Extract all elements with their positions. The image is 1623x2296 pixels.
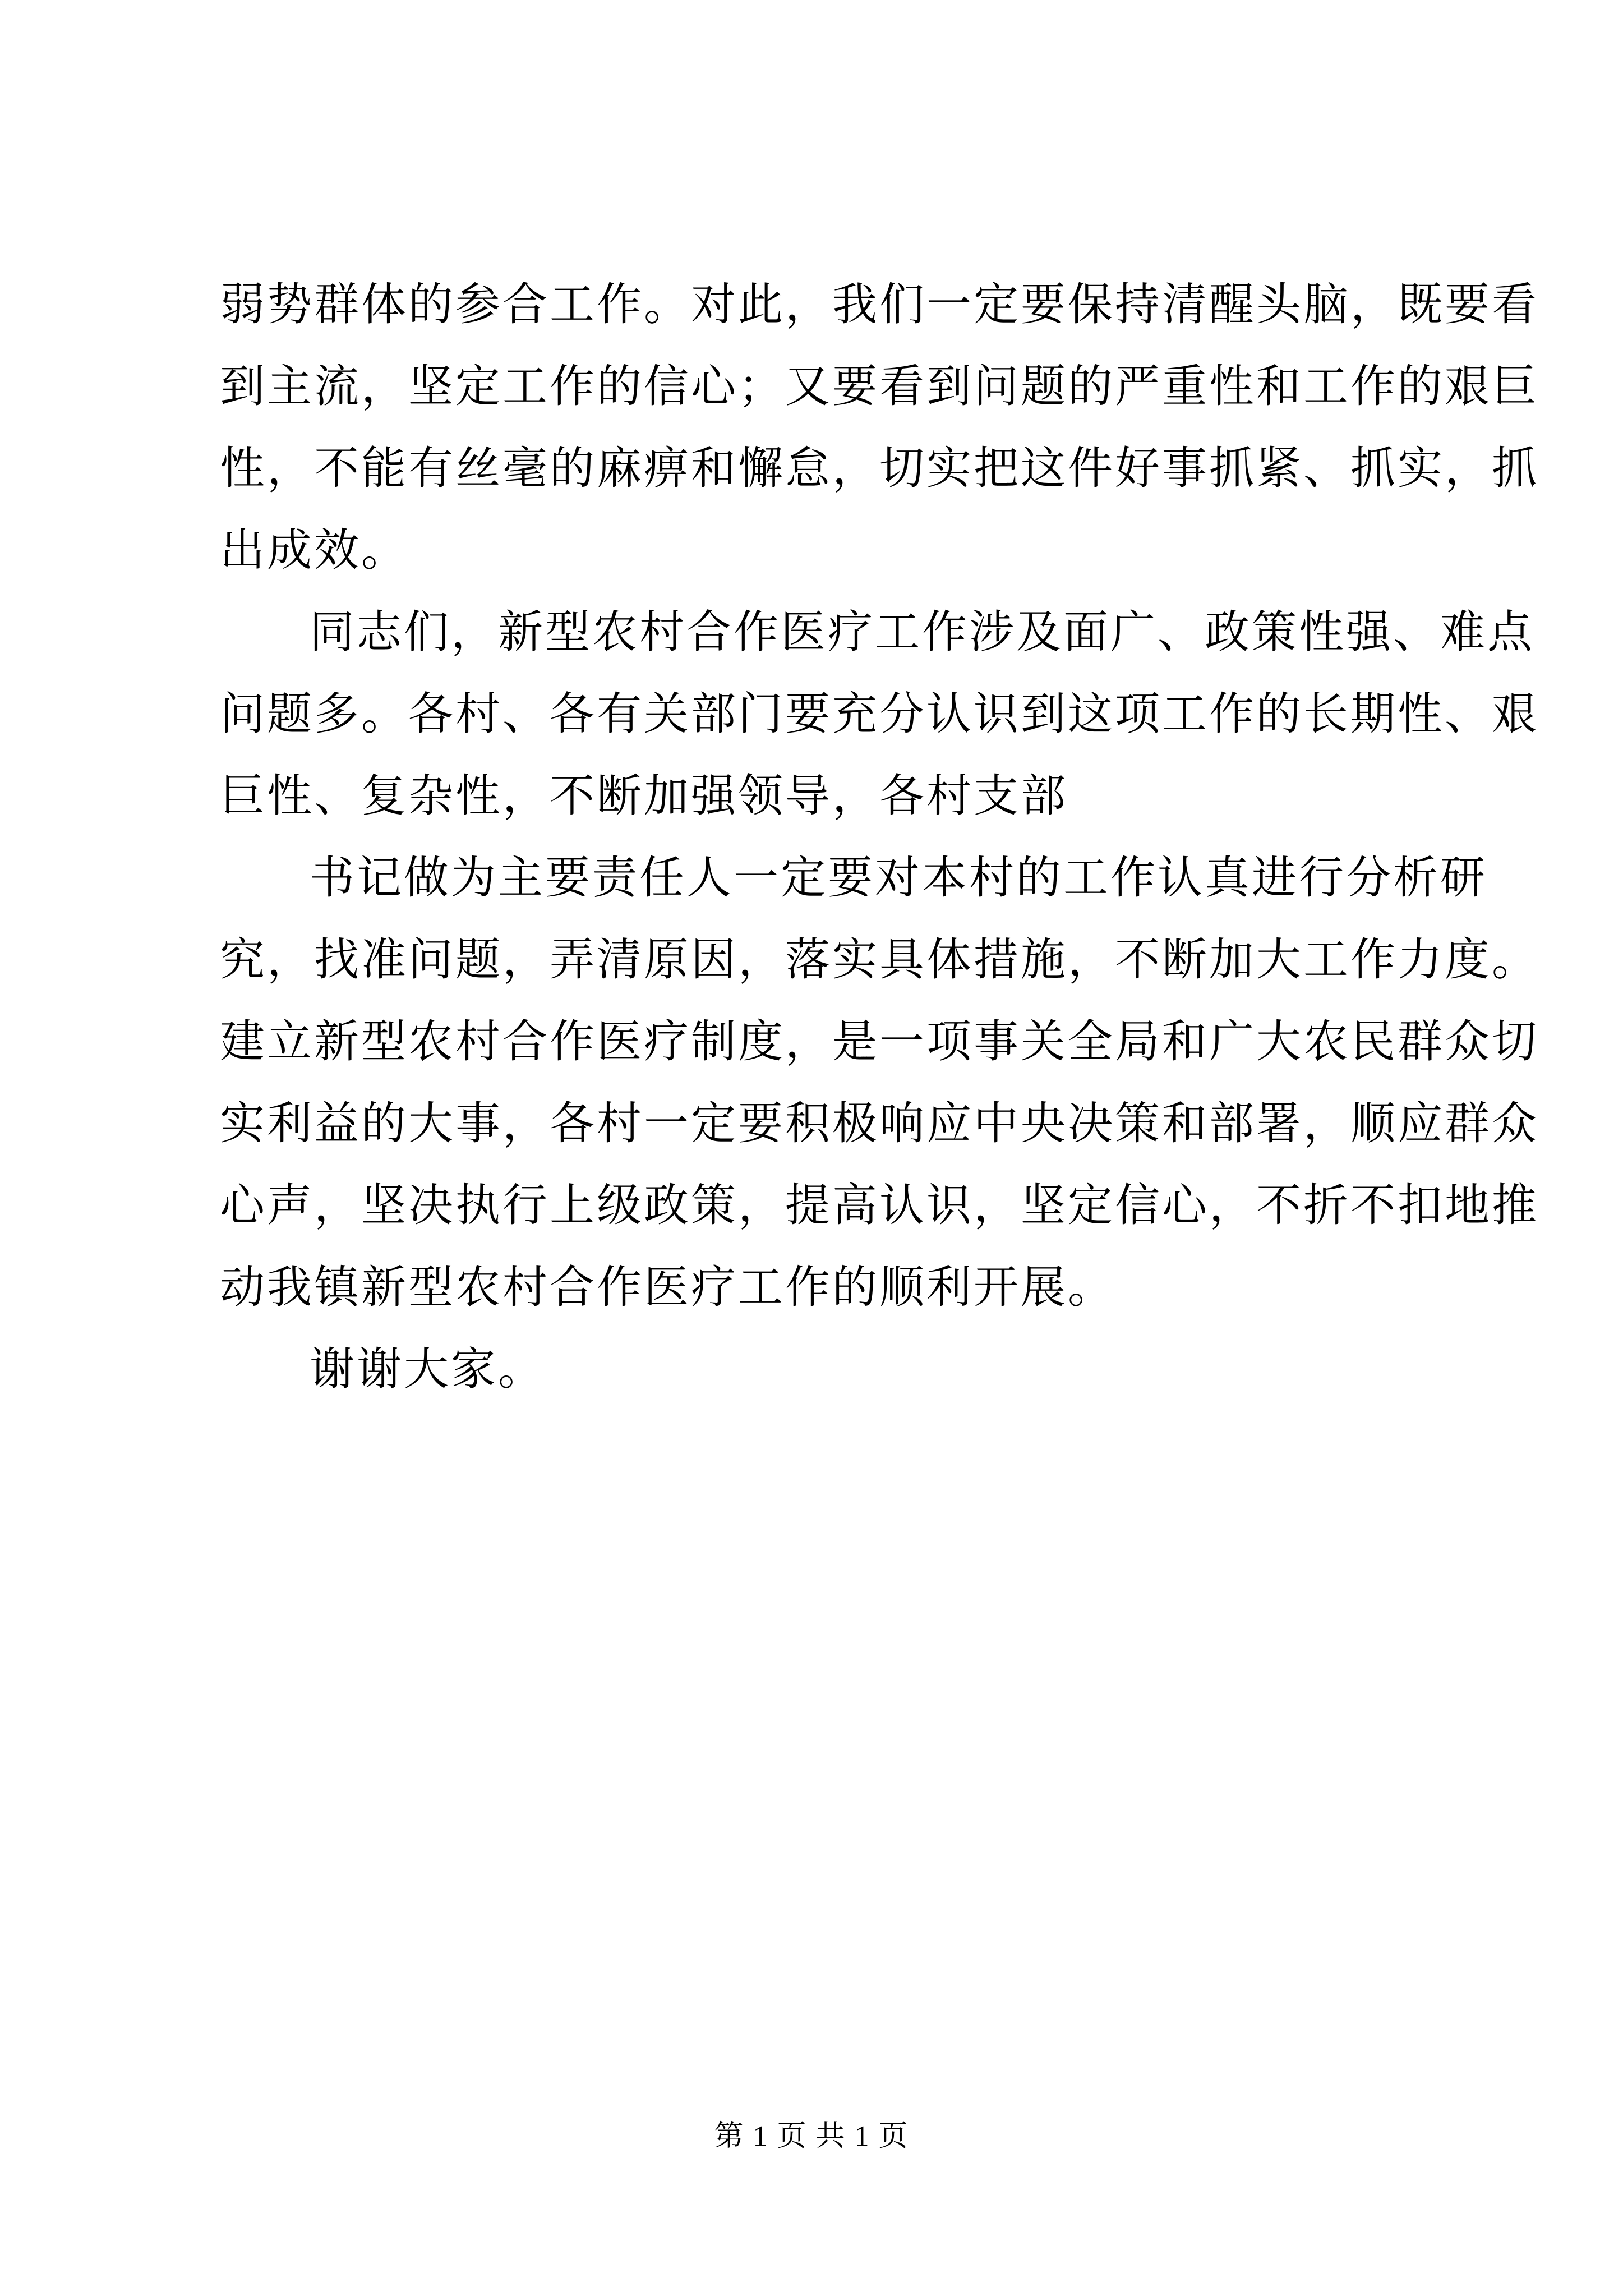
paragraph-line: 同志们，新型农村合作医疗工作涉及面广、政策性强、难点	[310, 606, 1534, 658]
paragraph-line: 究，找准问题，弄清原因，落实具体措施，不断加大工作力度。	[220, 933, 1539, 986]
paragraph-line: 出成效。	[220, 524, 408, 576]
paragraph-line: 弱势群体的参合工作。对此，我们一定要保持清醒头脑，既要看	[220, 278, 1539, 330]
paragraph-line: 性，不能有丝毫的麻痹和懈怠，切实把这件好事抓紧、抓实，抓	[220, 442, 1539, 494]
paragraph-1	[220, 264, 1539, 591]
page-footer	[0, 2112, 1623, 2154]
paragraph-line: 书记做为主要责任人一定要对本村的工作认真进行分析研	[310, 852, 1487, 904]
paragraph-line: 巨性、复杂性，不断加强领导，各村支部	[220, 770, 1068, 822]
page-number-label: 第 1 页 共 1 页	[714, 2120, 909, 2152]
paragraph-line: 谢谢大家。	[310, 1343, 545, 1395]
paragraph-line: 建立新型农村合作医疗制度，是一项事关全局和广大农民群众切	[220, 1015, 1539, 1068]
paragraph-line: 到主流，坚定工作的信心；又要看到问题的严重性和工作的艰巨	[220, 360, 1539, 412]
paragraph-line: 动我镇新型农村合作医疗工作的顺利开展。	[220, 1261, 1115, 1313]
paragraph-3	[220, 837, 1539, 1328]
paragraph-2	[220, 591, 1539, 837]
document-body	[220, 264, 1539, 1410]
paragraph-line: 问题多。各村、各有关部门要充分认识到这项工作的长期性、艰	[220, 688, 1539, 740]
paragraph-line: 实利益的大事，各村一定要积极响应中央决策和部署，顺应群众	[220, 1097, 1539, 1149]
paragraph-line: 心声，坚决执行上级政策，提高认识，坚定信心，不折不扣地推	[220, 1179, 1539, 1231]
paragraph-4	[220, 1328, 1426, 1410]
